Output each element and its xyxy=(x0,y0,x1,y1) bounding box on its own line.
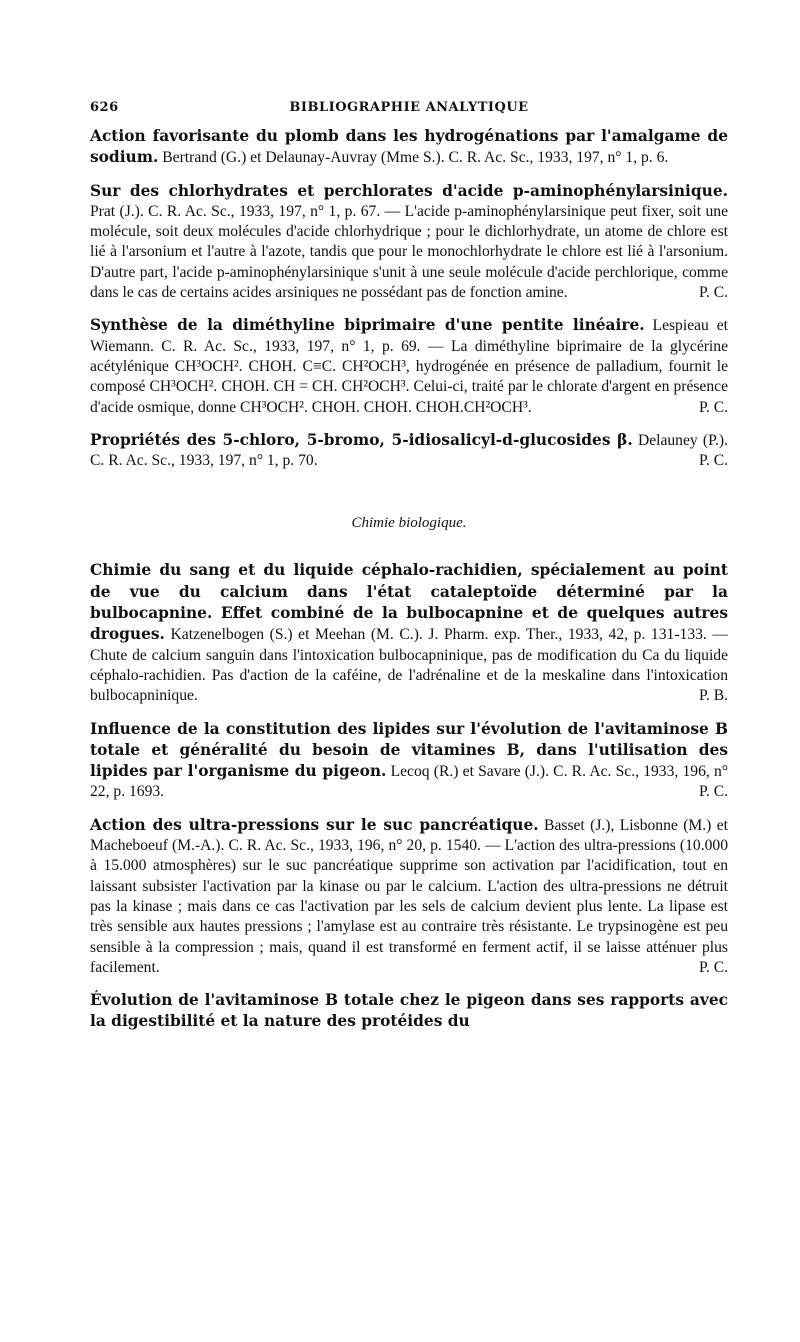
abstract-entry xyxy=(90,126,728,169)
abstract-entry xyxy=(90,560,728,706)
entry-body: Basset (J.), Lisbonne (M.) et Macheboeuf (M.-A.). C. R. Ac. Sc., 1933, 196, n° 20, p. 1540. — L'action des ultra-pressions (10.000 à 15.000 atmosphères) sur le suc pancréatique supprime son activation par l'acidification, tout en laissant subsister l'activation par la kinase ou par le calcium. L'action des ultra-pressions ne détruit pas la kinase ; mais dans ce cas l'activation par les sels de calcium devient plus lente. La lipase est très sensible aux hautes pressions ; l'amylase est au contraire très résistante. Le trypsinogène est peu sensible à la compression ; mais, quand il est transformé en ferment actif, il se laisse atténuer plus facilement. xyxy=(90,816,728,976)
journal-page xyxy=(90,100,728,1033)
entry-title: Action des ultra-pressions sur le suc pancréatique. xyxy=(90,815,539,834)
entry-title: Chimie du sang et du liquide céphalo-rachidien, spécialement au point de vue du calcium dans l'état cataleptoïde déterminé par la bulbocapnine. Effet combiné de la bulbocapnine et de quelques autres drogues. xyxy=(90,561,728,644)
entry-title: Sur des chlorhydrates et perchlorates d'acide p-aminophénylarsinique. xyxy=(90,181,728,200)
entry-title: Influence de la constitution des lipides sur l'évolution de l'avitaminose B totale et généralité du besoin de vitamines B, dans l'utilisation des lipides par l'organisme du pigeon. xyxy=(90,719,728,781)
entry-body: Lecoq (R.) et Savare (J.). C. R. Ac. Sc., 1933, 196, n° 22, p. 1693. xyxy=(90,763,729,801)
abstract-entry xyxy=(90,315,728,417)
entry-body: Bertrand (G.) et Delaunay-Auvray (Mme S.). C. R. Ac. Sc., 1933, 197, n° 1, p. 6. xyxy=(162,149,669,167)
entry-signature: P. C. xyxy=(698,958,728,976)
abstract-entry xyxy=(90,815,728,978)
running-header xyxy=(90,100,728,122)
entry-signature: P. C. xyxy=(698,284,728,302)
abstract-entry xyxy=(90,990,728,1033)
entry-signature: P. C. xyxy=(698,783,728,801)
entry-title: Action favorisante du plomb dans les hydrogénations par l'amalgame de sodium. xyxy=(90,127,728,167)
entry-title: Évolution de l'avitaminose B totale chez le pigeon dans ses rapports avec la digestibilité et la nature des protéides du xyxy=(90,991,728,1031)
entry-signature: P. B. xyxy=(698,687,728,705)
entry-signature: P. C. xyxy=(698,452,728,470)
entry-title: Propriétés des 5-chloro, 5-bromo, 5-idiosalicyl-d-glucosides β. xyxy=(90,430,633,449)
page-number: 626 xyxy=(90,100,119,115)
running-title: BIBLIOGRAPHIE ANALYTIQUE xyxy=(289,100,529,115)
entry-body: Prat (J.). C. R. Ac. Sc., 1933, 197, n° 1, p. 67. — L'acide p-aminophénylarsinique peut fixer, soit une molécule, soit deux molécules d'acide chlorhydrique ; pour le dichlorhydrate, un atome de chlore est lié à l'arsonium et l'autre à l'azote, tandis que pour le monochlorhydrate le chlore est lié à l'arsonium. D'autre part, l'acide p-aminophénylarsinique s'unit à une seule molécule d'acide perchlorique, comme dans le cas de certains acides arsiniques ne possédant pas de fonction amine. xyxy=(90,202,728,302)
entry-title: Synthèse de la diméthyline biprimaire d'une pentite linéaire. xyxy=(90,316,645,335)
entry-body: Katzenelbogen (S.) et Meehan (M. C.). J. Pharm. exp. Ther., 1933, 42, p. 131-133. — Chute de calcium sanguin dans l'intoxication bulbocapninique, pas de modification du Ca du liquide céphalo-rachidien. Pas d'action de la caféine, de l'adrénaline et de la meskaline dans l'intoxication bulbocapninique. xyxy=(90,626,728,705)
entry-body: Lespieau et Wiemann. C. R. Ac. Sc., 1933, 197, n° 1, p. 69. — La diméthyline biprimaire de la glycérine acétylénique CH³OCH². CHOH. C≡C. CH²OCH³, hydrogénée en présence de palladium, fournit le composé CH³OCH². CHOH. CH = CH. CH²OCH³. Celui-ci, traité par le chlorate d'argent en présence d'acide osmique, donne CH³OCH². CHOH. CHOH. CHOH.CH²OCH³. xyxy=(90,317,728,416)
entry-signature: P. C. xyxy=(698,398,728,416)
entry-body: Delauney (P.). C. R. Ac. Sc., 1933, 197, n° 1, p. 70. xyxy=(90,431,729,470)
abstract-entry xyxy=(90,430,728,472)
abstract-entry xyxy=(90,181,728,304)
section-heading: Chimie biologique. xyxy=(351,515,467,532)
abstract-entry xyxy=(90,719,728,803)
